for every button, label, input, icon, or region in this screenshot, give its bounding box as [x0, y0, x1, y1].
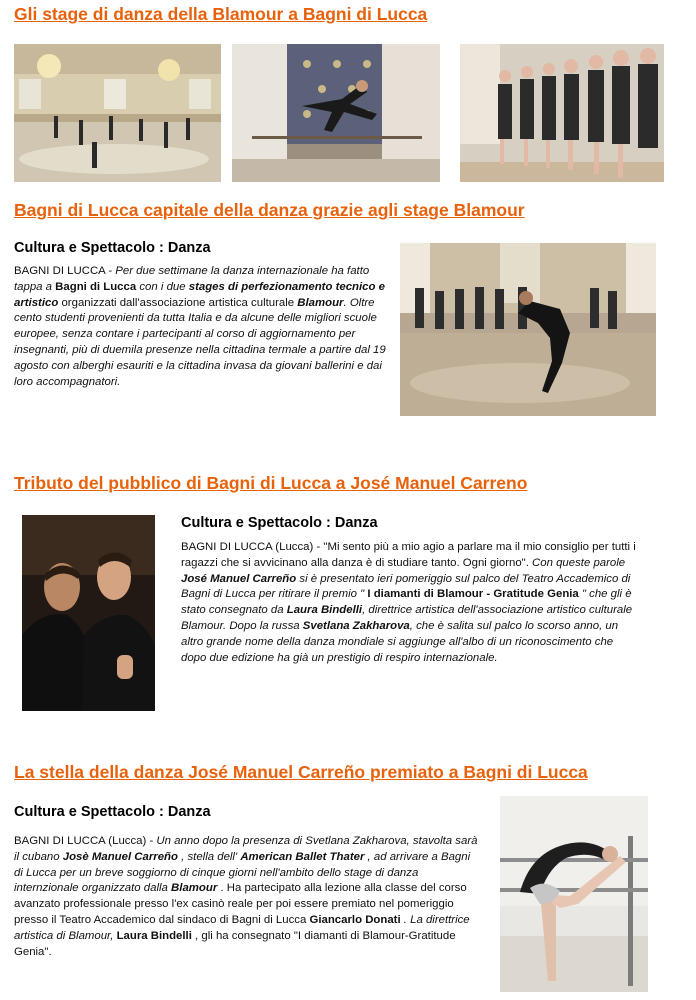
section2-title[interactable]: Bagni di Lucca capitale della danza grazie agli stage Blamour: [14, 200, 525, 220]
section3-title[interactable]: Tributo del pubblico di Bagni di Lucca a José Manuel Carreno: [14, 473, 528, 493]
photo-studio-performance: [400, 243, 656, 416]
section3-paragraph: BAGNI DI LUCCA (Lucca) - "Mi sento più a mio agio a parlare ma il mio consiglio per tutti i ragazzi che si avvicinano alla danza è di studiare tanto. Ogni giorno". Con queste parole José Manuel Carreño si è presentato ieri pomeriggio sul palco del Teatro Accademico di Bagni di Lucca per ritirare il premio " I diamanti di Blamour - Gratitude Genia " che gli è stato consegnato da Laura Bindelli, direttrice artistica dell'associazione artistico culturale Blamour. Dopo la russa Svetlana Zakharova, che è salita sul palco lo scorso anno, un altro grande nome della danza mondiale si aggiunge all'albo di un riconoscimento che dopo due edizione ha già un prestigio di respiro internazionale.: [181, 541, 636, 664]
section3-subtitle: Cultura e Spettacolo : Danza: [181, 515, 378, 531]
photo-dancer-leap: [232, 44, 440, 182]
section2-paragraph: BAGNI DI LUCCA - Per due settimane la danza internazionale ha fatto tappa a Bagni di Lucca con i due stages di perfezionamento tecnico e artistico organizzati dall'associazione artistica culturale Blamour. Oltre cento studenti provenienti da tutta Italia e da alcune delle migliori scuole europee, senza contare i partecipanti al corso di aggiornamento per insegnanti, più di duemila presenze nella cittadina termale a partire dal 19 agosto con alberghi esauriti e la cittadina invasa da giovani ballerini e dai loro accompagnatori.: [14, 265, 386, 388]
section4-paragraph: BAGNI DI LUCCA (Lucca) - Un anno dopo la presenza di Svetlana Zakharova, stavolta sarà il cubano Josè Manuel Carreño , stella dell' American Ballet Thater , ad arrivare a Bagni di Lucca per un breve soggiorno di cinque giorni nell'ambito dello stage di danza internzionale organizzato dalla Blamour . Ha partecipato alla lezione alla classe del corso avanzato professionale presso l'ex casinò reale per poi essere premiato nel pomeriggio presso il Teatro Accademico dal sindaco di Bagni di Lucca Giancarlo Donati . La direttrice artistica di Blamour, Laura Bindelli , gli ha consegnato "I diamanti di Blamour-Gratitude Genia".: [14, 835, 478, 958]
section4-subtitle: Cultura e Spettacolo : Danza: [14, 804, 211, 820]
photo-ballroom-class: [14, 44, 221, 182]
photo-ballerina-barre: [500, 796, 648, 992]
photo-carreno-portrait: [22, 515, 155, 711]
section1-title[interactable]: Gli stage di danza della Blamour a Bagni di Lucca: [14, 4, 428, 24]
section4-title[interactable]: La stella della danza José Manuel Carreño premiato a Bagni di Lucca: [14, 762, 588, 782]
section2-subtitle: Cultura e Spettacolo : Danza: [14, 240, 211, 256]
photo-barre-line: [460, 44, 664, 182]
